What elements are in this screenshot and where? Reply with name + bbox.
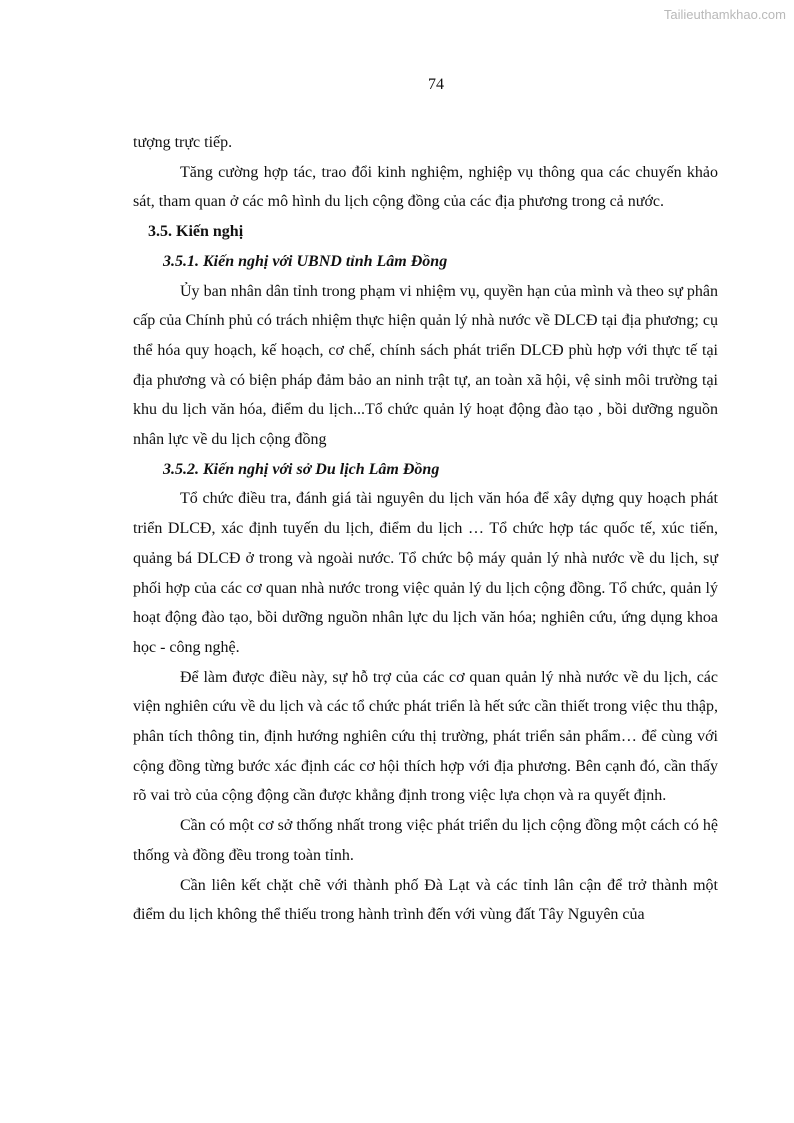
paragraph-continuation: tượng trực tiếp.: [133, 134, 233, 151]
page-number: 74: [428, 76, 444, 93]
watermark: Tailieuthamkhao.com: [663, 7, 786, 22]
paragraph-tourism-survey: Tổ chức điều tra, đánh giá tài nguyên du lịch văn hóa để xây dựng quy hoạch phát triển DLCĐ, xác định tuyến du lịch, điểm du lịch … Tổ chức hợp tác quốc tế, xúc tiến, quảng bá DLCĐ ở trong và ngoài nước. Tổ chức bộ máy quản lý nhà nước về du lịch, sự phối hợp của các cơ quan nhà nước trong việc quản lý du lịch cộng đồng. Tổ chức, quản lý hoạt động đào tạo, bồi dưỡng nguồn nhân lực du lịch văn hóa; nghiên cứu, ứng dụng khoa học - công nghệ.: [133, 490, 718, 656]
paragraph-support: Để làm được điều này, sự hỗ trợ của các cơ quan quản lý nhà nước về du lịch, các viện nghiên cứu về du lịch và các tổ chức phát triển là hết sức cần thiết trong việc thu thập, phân tích thông tin, định hướng nghiên cứu thị trường, phát triển sản phẩm… để cùng với cộng đồng từng bước xác định các cơ hội thích hợp với địa phương. Bên cạnh đó, cần thấy rõ vai trò của cộng động cần được khẳng định trong việc lựa chọn và ra quyết định.: [133, 668, 718, 805]
subheading-ubnd: 3.5.1. Kiến nghị với UBND tỉnh Lâm Đồng: [163, 252, 448, 270]
document-body: [133, 128, 718, 930]
paragraph-linkage: Cần liên kết chặt chẽ với thành phố Đà Lạt và các tỉnh lân cận để trở thành một điểm du lịch không thể thiếu trong hành trình đến với vùng đất Tây Nguyên của: [133, 876, 718, 924]
section-heading-recommendations: 3.5. Kiến nghị: [148, 223, 244, 241]
paragraph-cooperation: Tăng cường hợp tác, trao đổi kinh nghiệm, nghiệp vụ thông qua các chuyến khảo sát, tham quan ở các mô hình du lịch cộng đồng của các địa phương trong cả nước.: [133, 163, 718, 211]
paragraph-unified-basis: Cần có một cơ sở thống nhất trong việc phát triển du lịch cộng đồng một cách có hệ thống và đồng đều trong toàn tỉnh.: [133, 817, 718, 864]
subheading-tourism-department: 3.5.2. Kiến nghị với sở Du lịch Lâm Đồng: [163, 460, 440, 478]
paragraph-ubnd: Ủy ban nhân dân tỉnh trong phạm vi nhiệm vụ, quyền hạn của mình và theo sự phân cấp của Chính phủ có trách nhiệm thực hiện quản lý nhà nước về DLCĐ tại địa phương; cụ thể hóa quy hoạch, kế hoạch, cơ chế, chính sách phát triển DLCĐ phù hợp với thực tế tại địa phương và có biện pháp đảm bảo an ninh trật tự, an toàn xã hội, vệ sinh môi trường tại khu du lịch văn hóa, điểm du lịch...Tổ chức quản lý hoạt động đào tạo , bồi dưỡng nguồn nhân lực về du lịch cộng đồng: [133, 282, 718, 449]
